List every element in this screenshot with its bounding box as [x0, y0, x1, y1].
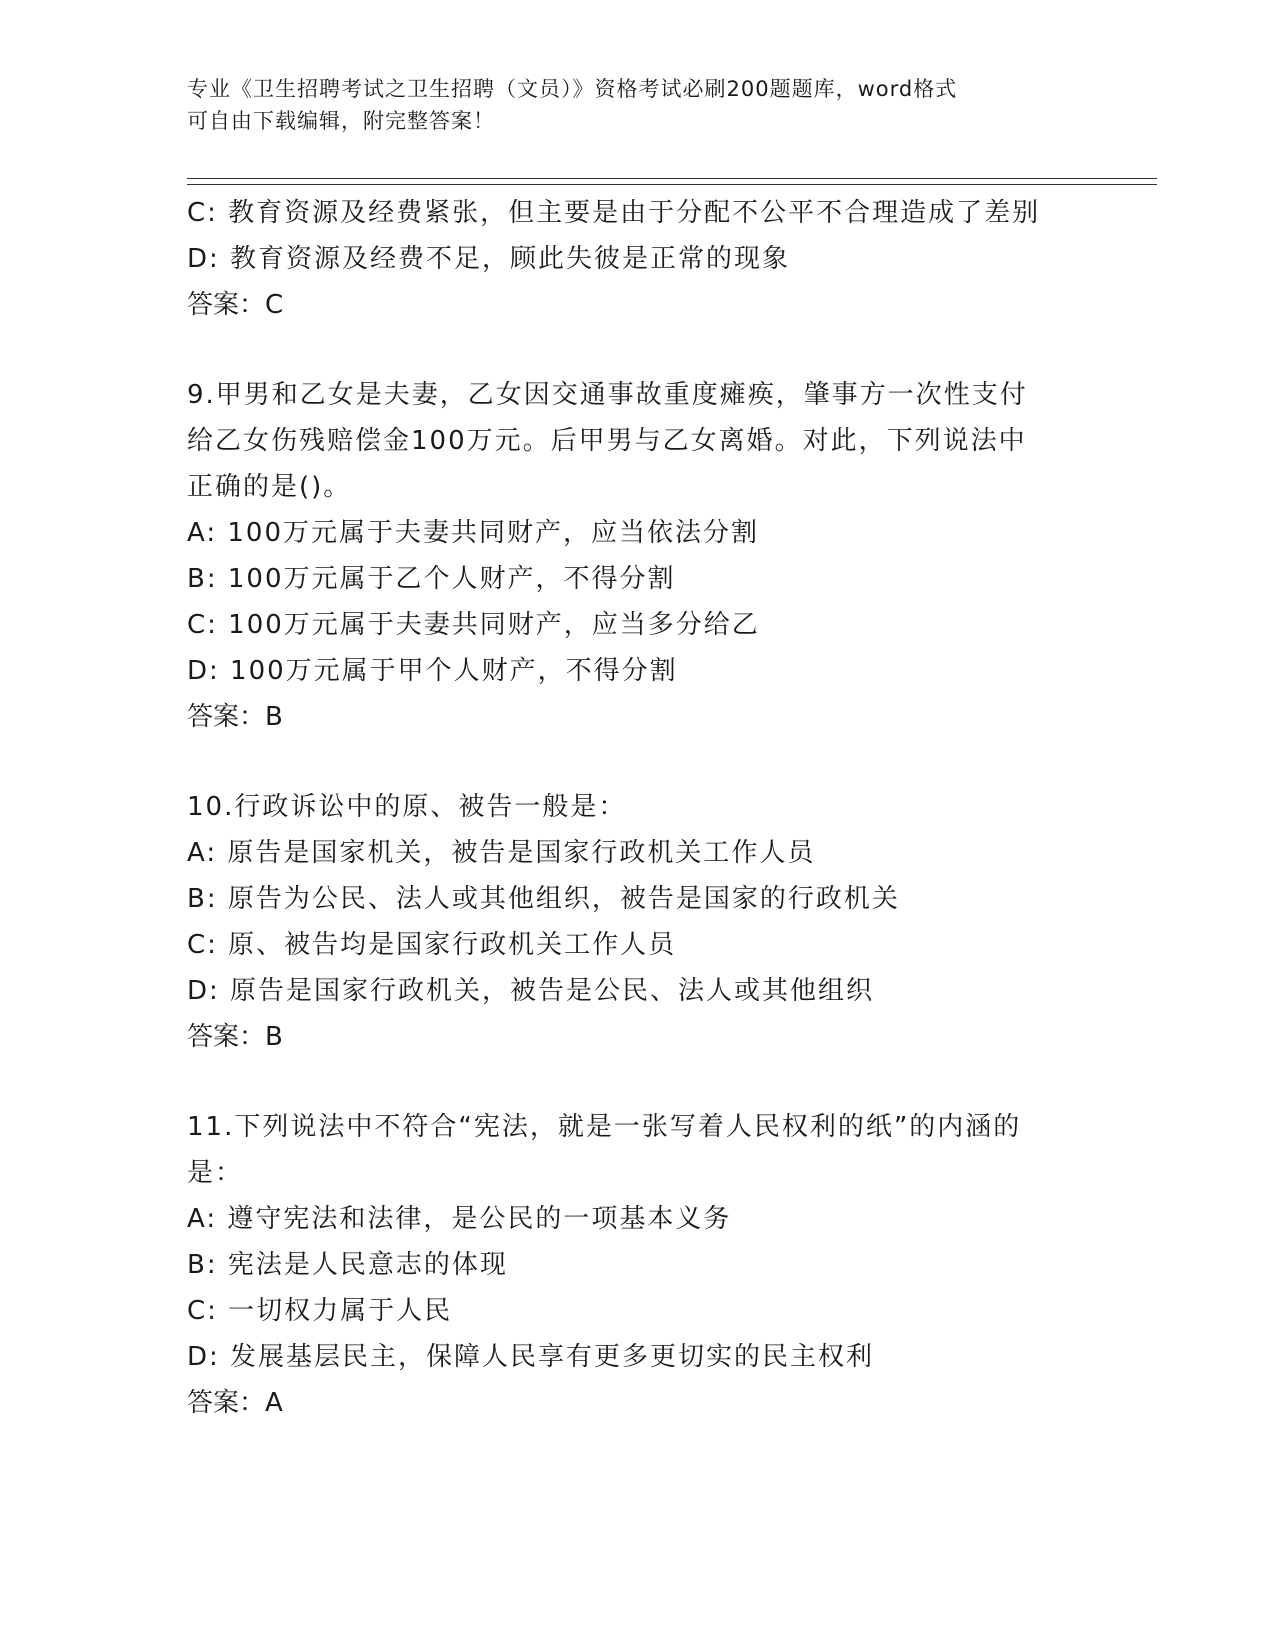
- question-stem-line: 正确的是()。: [187, 472, 352, 502]
- answer-label: 答案：B: [187, 702, 283, 732]
- question-stem-line: 9.甲男和乙女是夫妻，乙女因交通事故重度瘫痪，肇事方一次性支付: [187, 380, 1028, 410]
- header-rule-top: [187, 178, 1157, 179]
- option-d: D: 100万元属于甲个人财产，不得分割: [187, 656, 678, 686]
- option-b: B: 100万元属于乙个人财产，不得分割: [187, 564, 676, 594]
- option-c: C: 教育资源及经费紧张，但主要是由于分配不公平不合理造成了差别: [187, 198, 1041, 228]
- question-11: [187, 1104, 1087, 1426]
- option-d: D: 教育资源及经费不足，顾此失彼是正常的现象: [187, 244, 791, 274]
- option-d: D: 发展基层民主，保障人民享有更多更切实的民主权利: [187, 1342, 875, 1372]
- option-b: B: 原告为公民、法人或其他组织，被告是国家的行政机关: [187, 884, 900, 914]
- option-c: C: 原、被告均是国家行政机关工作人员: [187, 930, 677, 960]
- option-b: B: 宪法是人民意志的体现: [187, 1250, 508, 1280]
- document-header: [187, 73, 1057, 137]
- option-a: A: 遵守宪法和法律，是公民的一项基本义务: [187, 1204, 732, 1234]
- answer-label: 答案：B: [187, 1022, 283, 1052]
- question-list: [187, 190, 1087, 1426]
- option-c: C: 一切权力属于人民: [187, 1296, 453, 1326]
- header-rule-bottom: [187, 184, 1157, 185]
- question-10: [187, 784, 1087, 1060]
- question-9: [187, 372, 1087, 740]
- question-stem-line: 给乙女伤残赔偿金100万元。后甲男与乙女离婚。对此，下列说法中: [187, 426, 1027, 456]
- header-line-2: 可自由下载编辑，附完整答案！: [187, 109, 495, 133]
- question-8-continuation: [187, 190, 1087, 328]
- option-a: A: 100万元属于夫妻共同财产，应当依法分割: [187, 518, 759, 548]
- question-stem-line: 是：: [187, 1158, 244, 1188]
- answer-label: 答案：A: [187, 1388, 283, 1418]
- question-stem-line: 11.下列说法中不符合“宪法，就是一张写着人民权利的纸”的内涵的: [187, 1112, 1022, 1142]
- option-d: D: 原告是国家行政机关，被告是公民、法人或其他组织: [187, 976, 875, 1006]
- option-a: A: 原告是国家机关，被告是国家行政机关工作人员: [187, 838, 816, 868]
- question-stem-line: 10.行政诉讼中的原、被告一般是：: [187, 792, 627, 822]
- header-line-1: 专业《卫生招聘考试之卫生招聘（文员）》资格考试必刷200题题库，word格式: [187, 77, 958, 101]
- option-c: C: 100万元属于夫妻共同财产，应当多分给乙: [187, 610, 760, 640]
- answer-label: 答案：C: [187, 290, 284, 320]
